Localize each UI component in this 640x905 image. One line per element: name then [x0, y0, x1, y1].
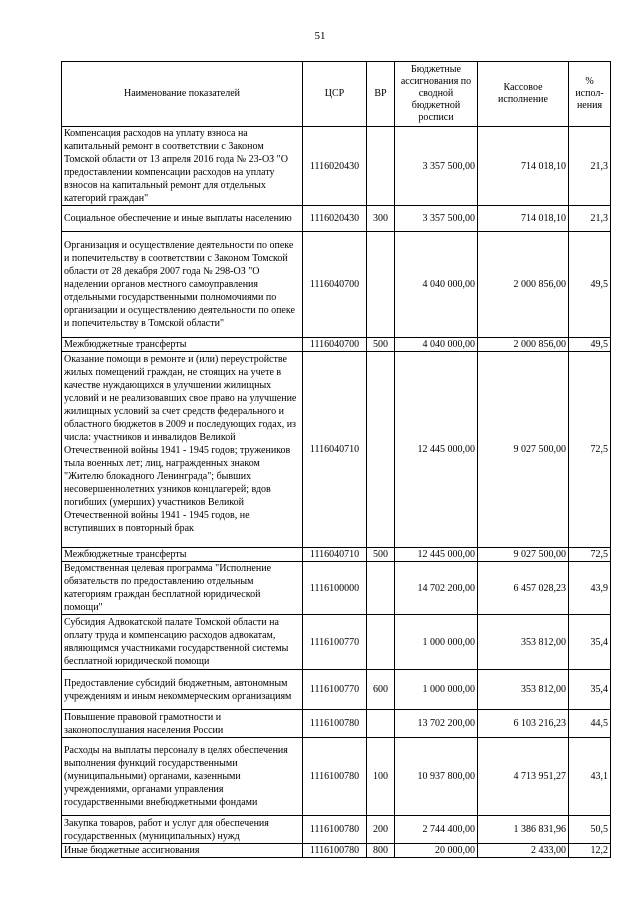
row-percent: 21,3: [569, 127, 611, 206]
row-vr: 200: [367, 816, 395, 844]
row-csr: 1116100770: [303, 670, 367, 710]
row-csr: 1116100000: [303, 562, 367, 615]
row-percent: 50,5: [569, 816, 611, 844]
table-row: [62, 738, 611, 816]
row-name: Межбюджетные трансферты: [62, 548, 303, 562]
row-cash: 353 812,00: [478, 670, 569, 710]
table-row: [62, 127, 611, 206]
row-name: Ведомственная целевая программа "Исполнение обязательств по предоставлению отдельным категориям граждан бесплатной юридической помощи": [62, 562, 303, 615]
row-percent: 35,4: [569, 670, 611, 710]
row-percent: 44,5: [569, 710, 611, 738]
row-name: Расходы на выплаты персоналу в целях обеспечения выполнения функций государственными (муниципальными) органами, казенными учреждениями, органами управления государственными внебюджетными фондами: [62, 738, 303, 816]
row-csr: 1116100780: [303, 816, 367, 844]
table-row: [62, 562, 611, 615]
row-budget: 1 000 000,00: [395, 615, 478, 670]
table-row: [62, 710, 611, 738]
row-cash: 9 027 500,00: [478, 352, 569, 548]
row-percent: 49,5: [569, 232, 611, 338]
table-row: [62, 338, 611, 352]
row-cash: 9 027 500,00: [478, 548, 569, 562]
row-percent: 49,5: [569, 338, 611, 352]
table-row: [62, 206, 611, 232]
row-vr: 600: [367, 670, 395, 710]
table-row: [62, 844, 611, 858]
header-vr: ВР: [367, 62, 395, 127]
row-name: Предоставление субсидий бюджетным, автономным учреждениям и иным некоммерческим организациям: [62, 670, 303, 710]
row-cash: 714 018,10: [478, 206, 569, 232]
row-percent: 72,5: [569, 352, 611, 548]
row-vr: [367, 562, 395, 615]
row-cash: 2 000 856,00: [478, 232, 569, 338]
row-budget: 4 040 000,00: [395, 338, 478, 352]
row-budget: 12 445 000,00: [395, 352, 478, 548]
row-budget: 20 000,00: [395, 844, 478, 858]
row-name: Организация и осуществление деятельности по опеке и попечительству в соответствии с Законом Томской области от 28 декабря 2007 года № 298-ОЗ "О наделении органов местного самоуправления отдельными государственными полномочиями по организации и осуществлению деятельности по опеке и попечительству в Томской области": [62, 232, 303, 338]
row-vr: 500: [367, 548, 395, 562]
row-cash: 714 018,10: [478, 127, 569, 206]
row-budget: 2 744 400,00: [395, 816, 478, 844]
row-csr: 1116040700: [303, 338, 367, 352]
table-body: [62, 127, 611, 858]
header-cash: Кассовое исполнение: [478, 62, 569, 127]
row-percent: 43,1: [569, 738, 611, 816]
row-cash: 6 457 028,23: [478, 562, 569, 615]
table-row: [62, 615, 611, 670]
row-csr: 1116020430: [303, 127, 367, 206]
header-csr: ЦСР: [303, 62, 367, 127]
row-budget: 12 445 000,00: [395, 548, 478, 562]
row-percent: 35,4: [569, 615, 611, 670]
table-header: [62, 62, 611, 127]
row-name: Субсидия Адвокатской палате Томской области на оплату труда и компенсацию расходов адвокатам, являющимся участниками государственной системы бесплатной юридической помощи: [62, 615, 303, 670]
row-cash: 4 713 951,27: [478, 738, 569, 816]
header-row: [62, 62, 611, 127]
table-row: [62, 352, 611, 548]
row-vr: 100: [367, 738, 395, 816]
row-budget: 3 357 500,00: [395, 127, 478, 206]
row-cash: 2 000 856,00: [478, 338, 569, 352]
row-budget: 1 000 000,00: [395, 670, 478, 710]
row-budget: 3 357 500,00: [395, 206, 478, 232]
page-number: 51: [314, 30, 326, 42]
row-vr: 300: [367, 206, 395, 232]
row-csr: 1116040710: [303, 352, 367, 548]
row-name: Межбюджетные трансферты: [62, 338, 303, 352]
row-name-text: Оказание помощи в ремонте и (или) переустройстве жилых помещений граждан, не стоящих на учете в качестве нуждающихся в улучшении жилищных условий и не реализовавших свое право на улучшение жилищных условий за счет средств федерального и областного бюджетов в 2009 и последующих годах, из числа: участников и инвалидов Великой Отечественной войны 1941 - 1945 годов; тружеников тыла военных лет; лиц, награжденных знаком "Жителю блокадного Ленинграда"; бывших несовершеннолетних узников концлагерей; вдов погибших (умерших) участников Великой Отечественной войны 1941 - 1945 годов, не вступивших в повторный брак: [64, 353, 297, 534]
row-budget: 4 040 000,00: [395, 232, 478, 338]
row-name: Иные бюджетные ассигнования: [62, 844, 303, 858]
row-percent: 72,5: [569, 548, 611, 562]
table-row: [62, 816, 611, 844]
row-cash: 353 812,00: [478, 615, 569, 670]
row-csr: 1116100780: [303, 844, 367, 858]
budget-table: [61, 61, 611, 858]
row-cash: 6 103 216,23: [478, 710, 569, 738]
row-vr: [367, 352, 395, 548]
header-percent: % испол-нения: [569, 62, 611, 127]
row-percent: 12,2: [569, 844, 611, 858]
row-vr: [367, 710, 395, 738]
row-csr: 1116100780: [303, 738, 367, 816]
row-vr: [367, 615, 395, 670]
header-name: Наименование показателей: [62, 62, 303, 127]
row-csr: 1116100780: [303, 710, 367, 738]
row-budget: 14 702 200,00: [395, 562, 478, 615]
table-row: [62, 548, 611, 562]
row-vr: 500: [367, 338, 395, 352]
header-budget: Бюджетные ассигнования по сводной бюджетной росписи: [395, 62, 478, 127]
row-vr: [367, 127, 395, 206]
row-name: Повышение правовой грамотности и законопослушания населения России: [62, 710, 303, 738]
row-vr: 800: [367, 844, 395, 858]
row-csr: 1116040700: [303, 232, 367, 338]
row-csr: 1116040710: [303, 548, 367, 562]
row-csr: 1116020430: [303, 206, 367, 232]
row-percent: 21,3: [569, 206, 611, 232]
row-budget: 10 937 800,00: [395, 738, 478, 816]
table-row: [62, 232, 611, 338]
row-percent: 43,9: [569, 562, 611, 615]
row-name: Компенсация расходов на уплату взноса на капитальный ремонт в соответствии с Законом Томской области от 13 апреля 2016 года № 23-ОЗ "О предоставлении компенсации расходов на уплату взносов на капитальный ремонт для отдельных категорий граждан": [62, 127, 303, 206]
table-row: [62, 670, 611, 710]
row-csr: 1116100770: [303, 615, 367, 670]
row-vr: [367, 232, 395, 338]
row-budget: 13 702 200,00: [395, 710, 478, 738]
row-cash: 1 386 831,96: [478, 816, 569, 844]
row-name: Социальное обеспечение и иные выплаты населению: [62, 206, 303, 232]
row-cash: 2 433,00: [478, 844, 569, 858]
row-name: [62, 352, 303, 548]
row-name: Закупка товаров, работ и услуг для обеспечения государственных (муниципальных) нужд: [62, 816, 303, 844]
